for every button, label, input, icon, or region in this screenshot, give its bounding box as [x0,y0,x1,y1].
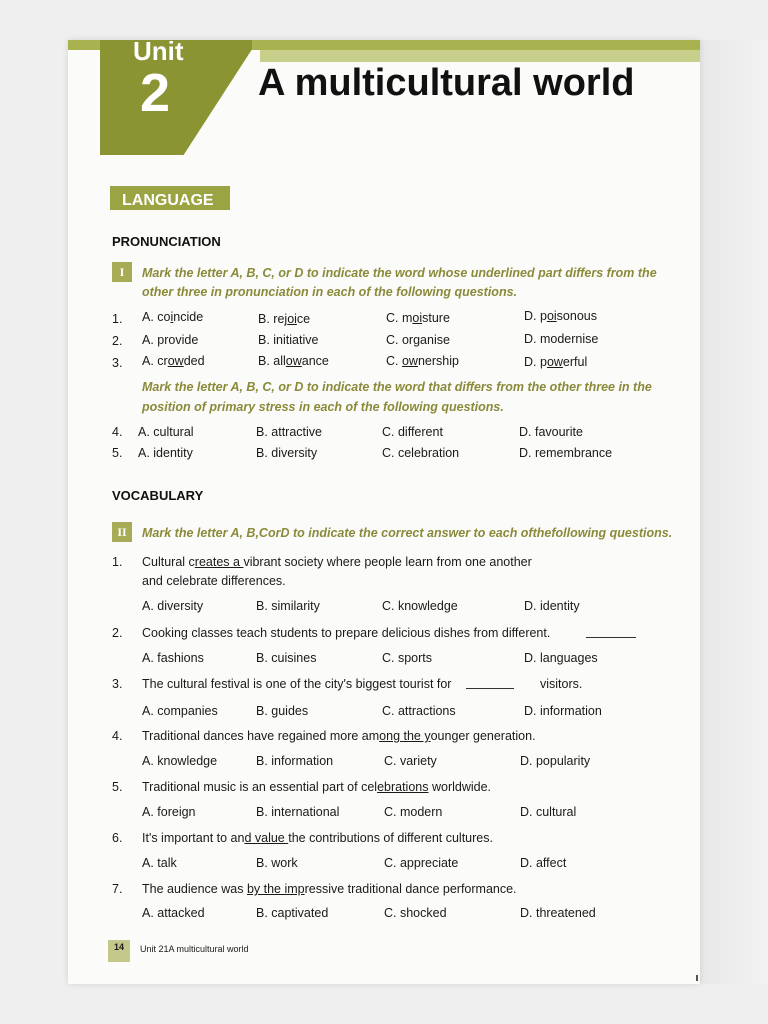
answer-blank[interactable] [586,637,636,638]
option-b[interactable]: B. guides [256,704,309,718]
question-number: 5. [112,446,123,460]
option-b[interactable]: B. diversity [256,446,318,460]
option-d[interactable]: D. modernise [524,332,599,346]
option-a[interactable]: A. attacked [142,906,205,920]
option-b[interactable]: B. initiative [258,333,319,347]
option-a[interactable]: A. foreign [142,805,196,819]
option-c[interactable]: C. sports [382,651,433,665]
question-text: The cultural festival is one of the city's biggest tourist for [142,677,452,691]
question-number: 4. [112,425,123,439]
vocabulary-heading: VOCABULARY [112,488,204,503]
question-number: 4. [112,729,123,743]
question-number: 2. [112,626,123,640]
question-text-end: visitors. [540,677,583,691]
option-d[interactable]: D. popularity [520,754,591,768]
pronunciation-heading: PRONUNCIATION [112,234,221,249]
option-d[interactable]: D. threatened [520,906,596,920]
option-a[interactable]: A. knowledge [142,754,218,768]
option-d[interactable]: D. remembrance [519,446,613,460]
question-text: It's important to and value the contributions of different cultures. [142,831,493,845]
option-c[interactable]: C. shocked [384,906,447,920]
option-b[interactable]: B. similarity [256,599,320,613]
instruction-2-line-2: position of primary stress in each of the following questions. [142,400,504,414]
page-edge-shadow [700,40,768,984]
question-number: 3. [112,677,123,691]
section-tag-language: LANGUAGE [110,186,230,210]
option-d[interactable]: D. identity [524,599,580,613]
part-numeral-1: I [112,262,132,282]
question-text: The audience was by the impressive traditional dance performance. [142,882,517,896]
option-c[interactable]: C. attractions [382,704,456,718]
option-b[interactable]: B. captivated [256,906,329,920]
header-band-light [260,50,700,62]
question-number: 7. [112,882,123,896]
option-d[interactable]: D. powerful [524,355,588,369]
option-c[interactable]: C. ownership [386,354,459,368]
question-text: Cooking classes teach students to prepare delicious dishes from different. [142,626,551,640]
option-c[interactable]: C. celebration [382,446,460,460]
option-b[interactable]: B. attractive [256,425,322,439]
option-b[interactable]: B. cuisines [256,651,317,665]
option-c[interactable]: C. organise [386,333,450,347]
question-number: 3. [112,356,123,370]
question-number: 1. [112,312,123,326]
option-a[interactable]: A. cultural [138,425,194,439]
option-c[interactable]: C. modern [384,805,443,819]
option-b[interactable]: B. allowance [258,354,329,368]
option-b[interactable]: B. work [256,856,298,870]
option-d[interactable]: D. languages [524,651,598,665]
question-text: Cultural creates a vibrant society where people learn from one another [142,555,532,569]
question-text: Traditional dances have regained more among the younger generation. [142,729,536,743]
option-c[interactable]: C. moisture [386,311,450,325]
option-a[interactable]: A. companies [142,704,218,718]
option-a[interactable]: A. provide [142,333,199,347]
option-c[interactable]: C. appreciate [384,856,459,870]
answer-blank[interactable] [466,688,514,689]
page-title: A multicultural world [258,62,635,104]
option-b[interactable]: B. rejoice [258,312,311,326]
option-b[interactable]: B. international [256,805,340,819]
question-number: 6. [112,831,123,845]
page-gutter-mark [696,975,698,981]
option-a[interactable]: A. diversity [142,599,204,613]
option-a[interactable]: A. crowded [142,354,205,368]
page-number: 14 [108,940,130,962]
instruction-1-line-1: Mark the letter A, B, C, or D to indicate the word whose underlined part differs from the [142,266,657,280]
running-title: Unit 21A multicultural world [140,944,249,954]
vocabulary-instruction: Mark the letter A, B,CorD to indicate the correct answer to each ofthefollowing questions. [142,526,673,540]
question-number: 5. [112,780,123,794]
option-d[interactable]: D. favourite [519,425,583,439]
question-text: Traditional music is an essential part of celebrations worldwide. [142,780,492,794]
option-c[interactable]: C. knowledge [382,599,458,613]
option-a[interactable]: A. fashions [142,651,204,665]
option-b[interactable]: B. information [256,754,334,768]
question-number: 2. [112,334,123,348]
question-number: 1. [112,555,123,569]
instruction-1-line-2: other three in pronunciation in each of the following questions. [142,285,518,299]
option-c[interactable]: C. variety [384,754,437,768]
option-a[interactable]: A. coincide [142,310,204,324]
option-a[interactable]: A. talk [142,856,177,870]
option-d[interactable]: D. affect [520,856,567,870]
part-numeral-2: II [112,522,132,542]
question-text-line-2: and celebrate differences. [142,574,286,588]
unit-number: 2 [140,63,171,123]
option-d[interactable]: D. information [524,704,602,718]
option-a[interactable]: A. identity [138,446,193,460]
option-c[interactable]: C. different [382,425,443,439]
unit-label: Unit [133,36,184,66]
option-d[interactable]: D. poisonous [524,309,597,323]
option-d[interactable]: D. cultural [520,805,577,819]
instruction-2-line-1: Mark the letter A, B, C, or D to indicate the word that differs from the other three in the [142,380,652,394]
